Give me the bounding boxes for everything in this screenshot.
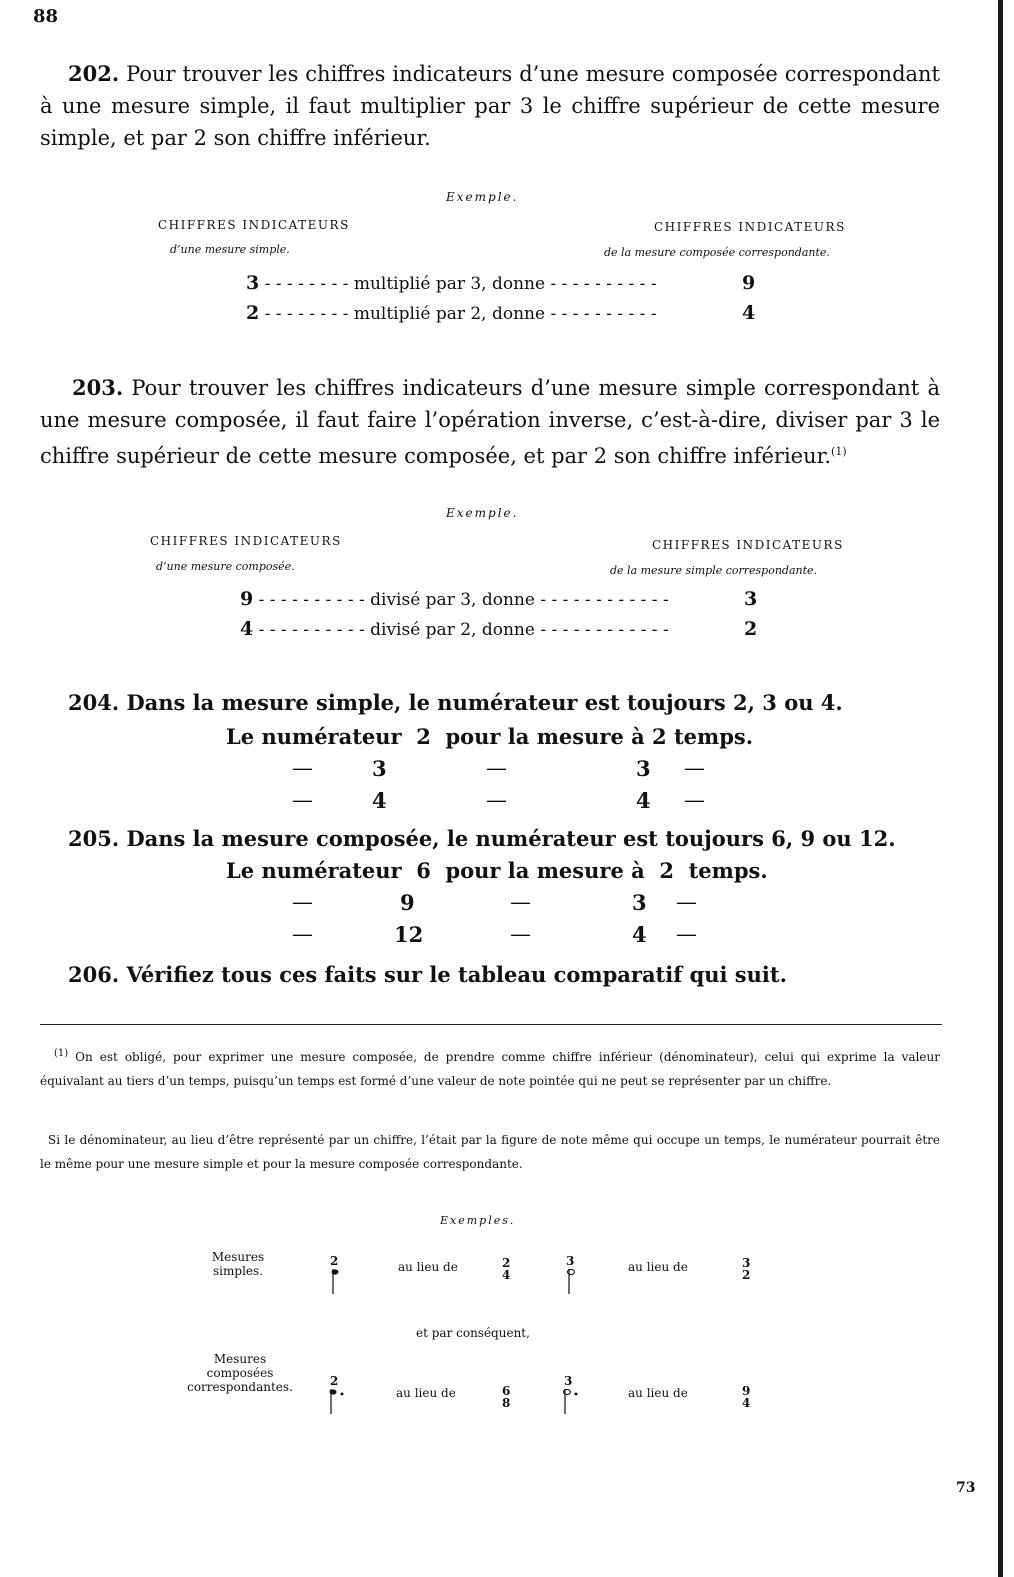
ditto-dash: —: [292, 756, 313, 780]
simple-measures-label: Mesures simples.: [211, 1250, 265, 1278]
right-column-heading: CHIFFRES INDICATEURS: [654, 220, 846, 234]
paragraph-205: [68, 826, 896, 851]
example-title: Exemple.: [446, 506, 519, 520]
fraction-numerator: 9: [742, 1384, 751, 1398]
ditto-dash: —: [292, 890, 313, 914]
time-signature-top: 3: [564, 1374, 573, 1388]
row-text: multiplié par 3, donne: [353, 274, 546, 294]
leader-dots: - - - - - - - - - -: [550, 274, 657, 294]
row-text: multiplié par 2, donne: [353, 304, 546, 324]
leader-dots: - - - - - - - - - - - -: [540, 590, 669, 610]
numerator-value: 3: [372, 756, 387, 781]
fraction-denominator: 2: [742, 1268, 751, 1282]
au-lieu-de-text: au lieu de: [628, 1260, 688, 1274]
ditto-dash: —: [676, 890, 697, 914]
left-column-heading: CHIFFRES INDICATEURS: [150, 534, 342, 548]
footnote-paragraph: [40, 1128, 940, 1176]
paragraph-206: [68, 962, 787, 987]
leader-dots: - - - - - - - - - -: [258, 590, 365, 610]
simple-value: 2: [246, 302, 260, 324]
leader-dots: - - - - - - - - - -: [258, 620, 365, 640]
ditto-dash: —: [486, 756, 507, 780]
ditto-dash: —: [486, 788, 507, 812]
paragraph-number: 205.: [68, 826, 120, 851]
fraction-denominator: 4: [742, 1396, 751, 1410]
paragraph-text: Pour trouver les chiffres indicateurs d’une mesure simple correspondant à une mesure composée, il faut faire l’opération inverse, c’est-à-dire, diviser par 3 le chiffre supérieur de cette mesure composée, et par 2 son chiffre inférieur.: [40, 376, 940, 468]
beats-value: 3: [636, 756, 651, 781]
example-row: [246, 302, 657, 324]
beats-value: 4: [636, 788, 651, 813]
composed-measures-label: Mesures composées correspondantes.: [187, 1352, 293, 1394]
footnote-mark: (1): [54, 1048, 69, 1059]
simple-value: 3: [744, 588, 758, 610]
leader-dots: - - - - - - - - - -: [550, 304, 657, 324]
examples-title: Exemples.: [440, 1214, 516, 1227]
fraction-numerator: 2: [502, 1256, 511, 1270]
numerator-line: Le numérateur 6 pour la mesure à 2 temps.: [226, 858, 768, 883]
paragraph-202: [40, 58, 940, 154]
leader-dots: - - - - - - - -: [264, 304, 349, 324]
row-text: divisé par 2, donne: [370, 620, 535, 640]
fraction-denominator: 4: [502, 1268, 511, 1282]
example-row: [240, 588, 669, 610]
plate-number: 73: [956, 1480, 976, 1496]
page-edge-rule: [998, 0, 1003, 1577]
paragraph-text: Dans la mesure simple, le numérateur est toujours 2, 3 ou 4.: [119, 690, 843, 715]
paragraph-203: [40, 372, 940, 472]
ditto-dash: —: [292, 788, 313, 812]
numerator-value: 9: [400, 890, 415, 915]
right-column-heading: CHIFFRES INDICATEURS: [652, 538, 844, 552]
beats-value: 4: [632, 922, 647, 947]
ditto-dash: —: [684, 788, 705, 812]
time-signature-top: 2: [330, 1254, 339, 1268]
footnote-rule: [40, 1024, 942, 1025]
ditto-dash: —: [676, 922, 697, 946]
half-note-icon: [566, 1266, 576, 1296]
example-title: Exemple.: [446, 190, 519, 204]
et-par-consequent-text: et par conséquent,: [416, 1326, 530, 1340]
paragraph-text: Vérifiez tous ces faits sur le tableau comparatif qui suit.: [119, 962, 787, 987]
au-lieu-de-text: au lieu de: [398, 1260, 458, 1274]
left-column-subheading: d’une mesure composée.: [156, 560, 295, 573]
fraction-numerator: 6: [502, 1384, 511, 1398]
beats-value: 3: [632, 890, 647, 915]
paragraph-number: 206.: [68, 962, 120, 987]
leader-dots: - - - - - - - -: [264, 274, 349, 294]
quarter-note-icon: [330, 1266, 340, 1296]
paragraph-number: 204.: [68, 690, 120, 715]
composed-value: 4: [240, 618, 254, 640]
paragraph-text: Dans la mesure composée, le numérateur est toujours 6, 9 ou 12.: [119, 826, 896, 851]
dotted-quarter-note-icon: [328, 1386, 348, 1416]
left-column-heading: CHIFFRES INDICATEURS: [158, 218, 350, 232]
footnote-reference: (1): [831, 445, 847, 458]
footnote-text: Si le dénominateur, au lieu d’être représenté par un chiffre, l’était par la figure de note même qui occupe un temps, le numérateur pourrait être le même pour une mesure simple et pour la mesure composée correspondante.: [40, 1133, 940, 1171]
paragraph-number: 203.: [72, 375, 124, 400]
numerator-line: Le numérateur 2 pour la mesure à 2 temps.: [226, 724, 754, 749]
composed-value: 4: [742, 302, 756, 324]
au-lieu-de-text: au lieu de: [628, 1386, 688, 1400]
row-text: divisé par 3, donne: [370, 590, 535, 610]
time-signature-top: 2: [330, 1374, 339, 1388]
time-signature-top: 3: [566, 1254, 575, 1268]
example-row: [246, 272, 657, 294]
simple-value: 3: [246, 272, 260, 294]
footnote-paragraph: [40, 1042, 940, 1093]
au-lieu-de-text: au lieu de: [396, 1386, 456, 1400]
paragraph-number: 202.: [68, 61, 120, 86]
simple-value: 2: [744, 618, 758, 640]
numerator-value: 12: [394, 922, 424, 947]
ditto-dash: —: [510, 922, 531, 946]
paragraph-204: [68, 690, 843, 715]
composed-value: 9: [240, 588, 254, 610]
numerator-value: 4: [372, 788, 387, 813]
fraction-denominator: 8: [502, 1396, 511, 1410]
left-column-subheading: d’une mesure simple.: [170, 243, 290, 256]
composed-value: 9: [742, 272, 756, 294]
ditto-dash: —: [684, 756, 705, 780]
footnote-text: On est obligé, pour exprimer une mesure composée, de prendre comme chiffre inférieur (dénominateur), celui qui exprime la valeur équivalant au tiers d’un temps, puisqu’un temps est formé d’une valeur de note pointée qui ne peut se représenter par un chiffre.: [40, 1050, 940, 1088]
leader-dots: - - - - - - - - - - - -: [540, 620, 669, 640]
ditto-dash: —: [292, 922, 313, 946]
ditto-dash: —: [510, 890, 531, 914]
paragraph-text: Pour trouver les chiffres indicateurs d’une mesure composée correspondant à une mesure simple, il faut multiplier par 3 le chiffre supérieur de cette mesure simple, et par 2 son chiffre inférieur.: [40, 62, 940, 150]
right-column-subheading: de la mesure composée correspondante.: [604, 246, 830, 259]
page-number: 88: [33, 6, 59, 27]
example-row: [240, 618, 669, 640]
fraction-numerator: 3: [742, 1256, 751, 1270]
right-column-subheading: de la mesure simple correspondante.: [610, 564, 818, 577]
dotted-half-note-icon: [562, 1386, 582, 1416]
